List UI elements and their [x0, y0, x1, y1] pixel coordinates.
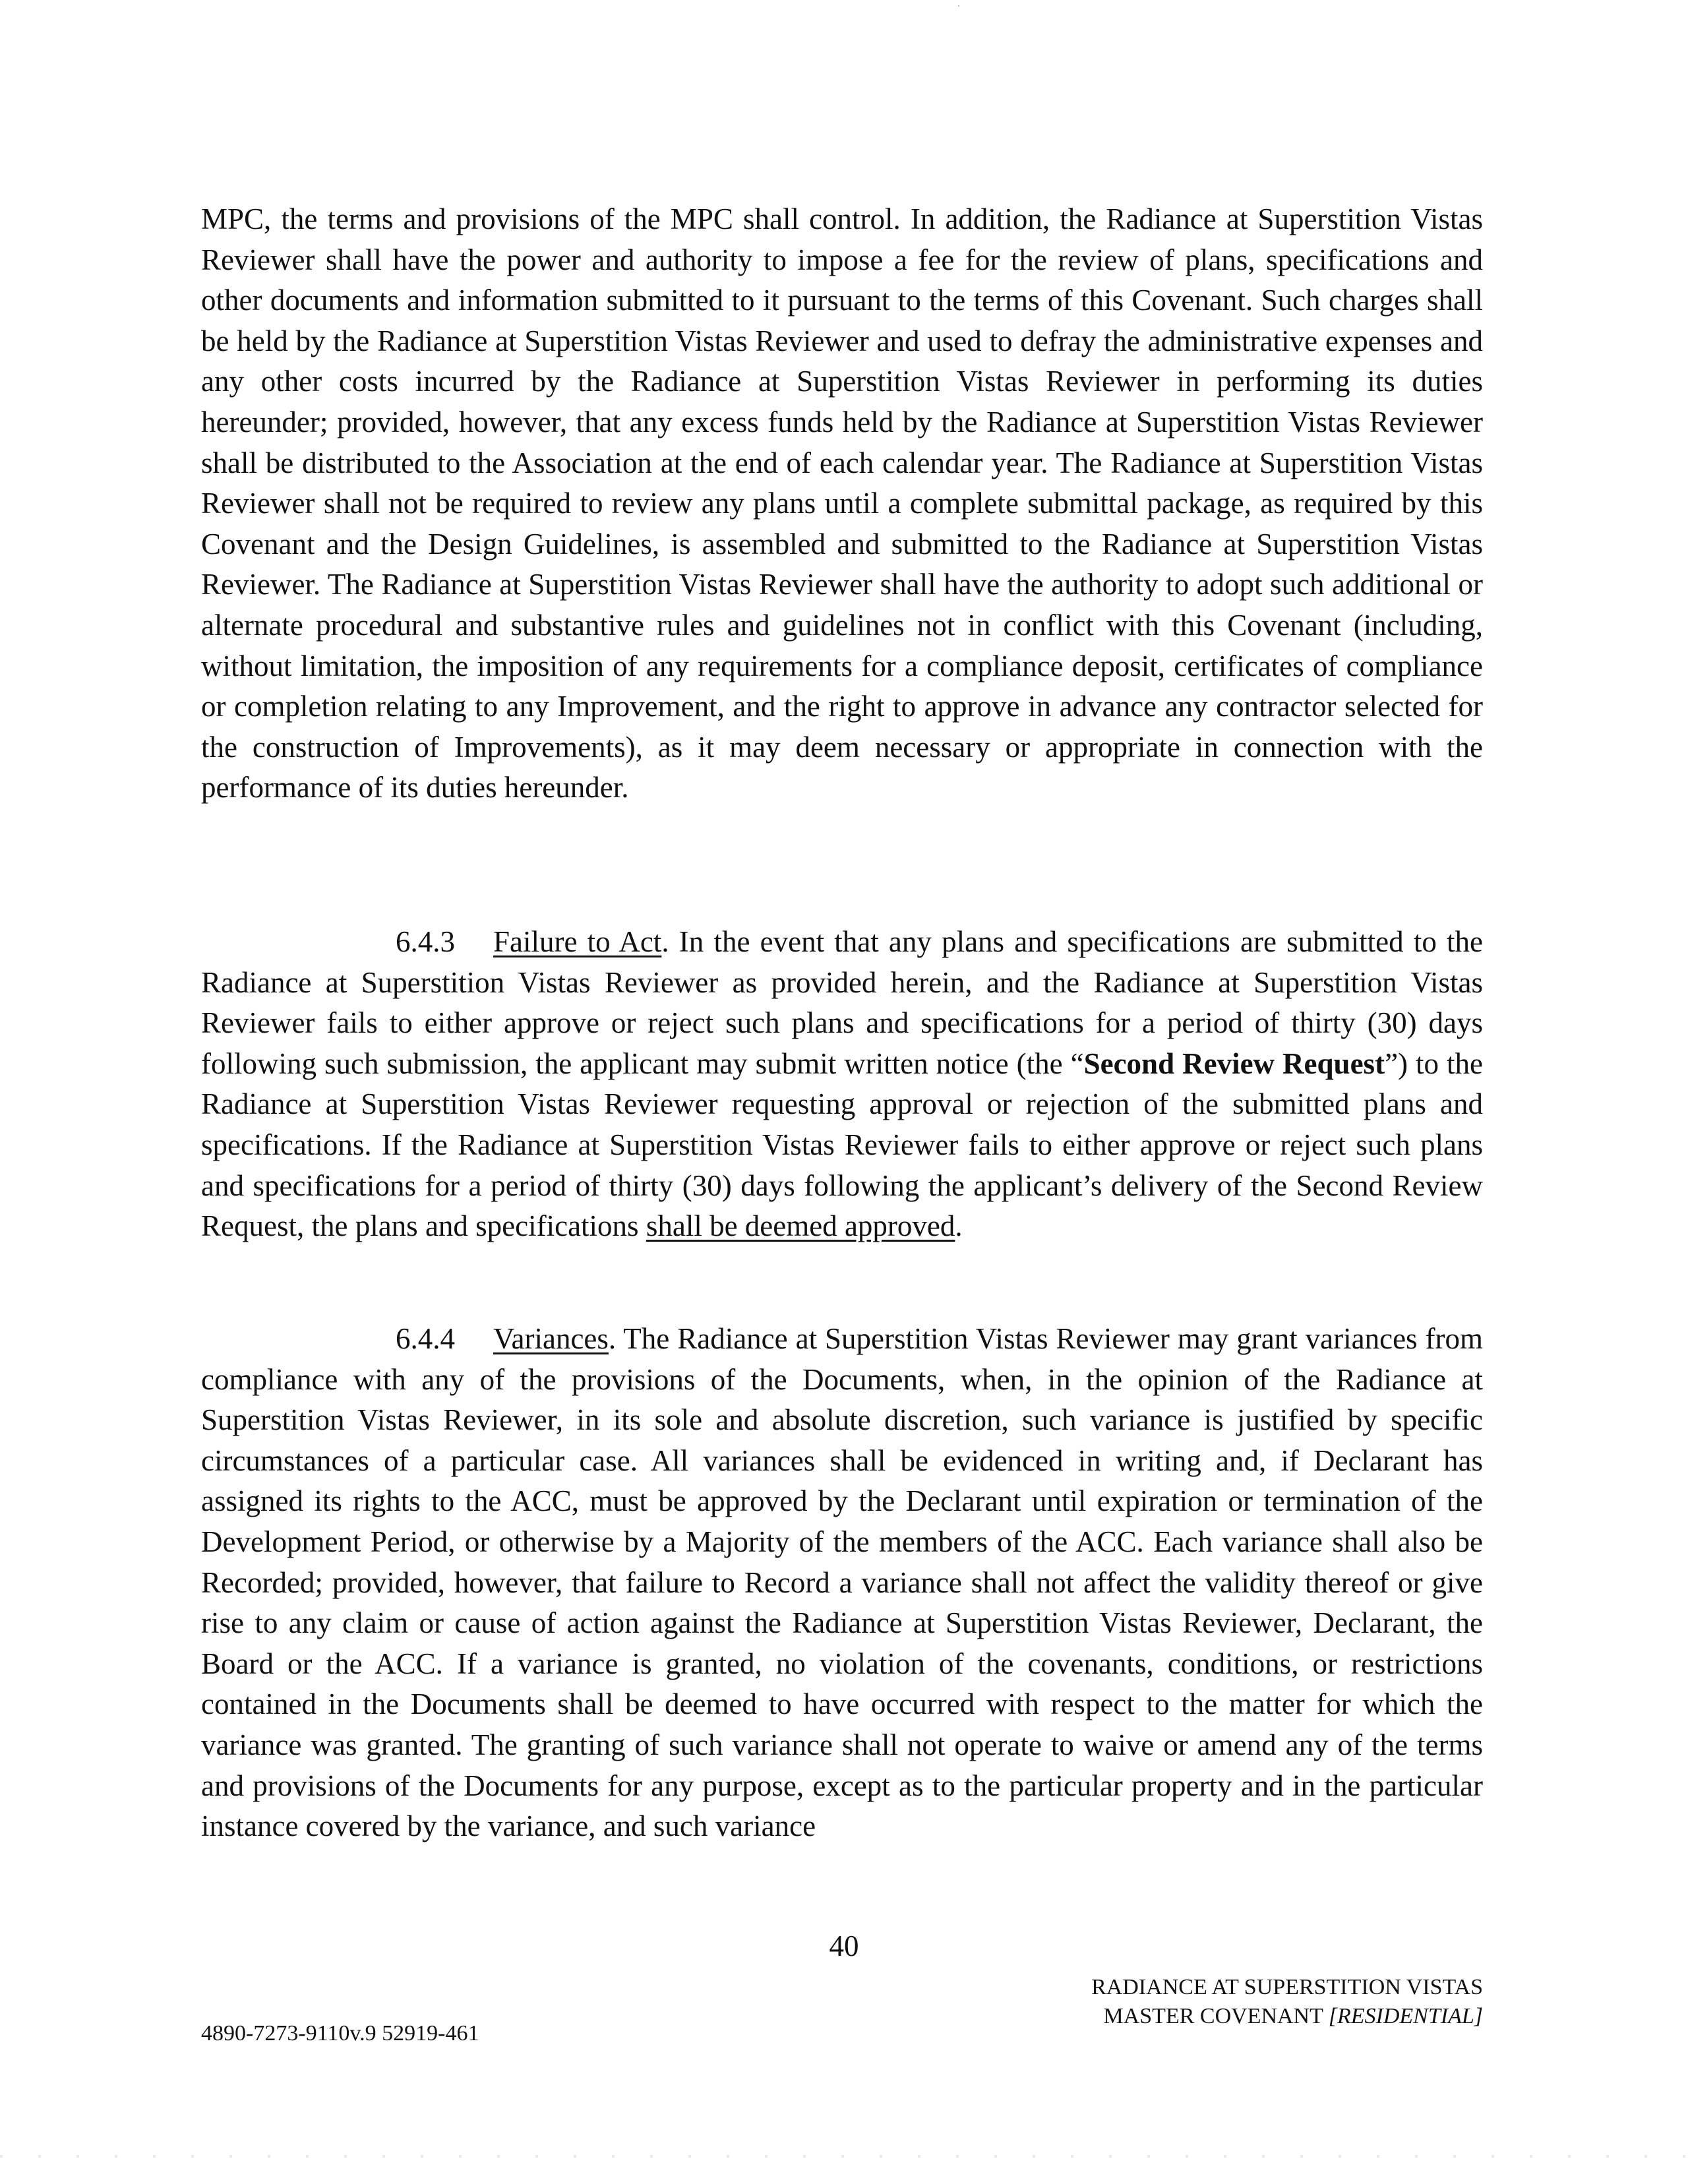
paragraph-text: MPC, the terms and provisions of the MPC shall control. In addition, the Radiance at Superstition Vistas Reviewer shall have the power and authority to impose a fee for the review of plans, specifications and other documents and information submitted to it pursuant to the terms of this Covenant. Such charges shall be held by the Radiance at Superstition Vistas Reviewer and used to defray the administrative expenses and any other costs incurred by the Radiance at Superstition Vistas Reviewer in performing its duties hereunder; provided, however, that any excess funds held by the Radiance at Superstition Vistas Reviewer shall be distributed to the Association at the end of each calendar year. The Radiance at Superstition Vistas Reviewer shall not be required to review any plans until a complete submittal package, as required by this Covenant and the Design Guidelines, is assembled and submitted to the Radiance at Superstition Vistas Reviewer. The Radiance at Superstition Vistas Reviewer shall have the authority to adopt such additional or alternate procedural and substantive rules and guidelines not in conflict with this Covenant (including, without limitation, the imposition of any requirements for a compliance deposit, certificates of compliance or completion relating to any Improvement, and the right to approve in advance any contractor selected for the construction of Improvements), as it may deem necessary or appropriate in connection with the performance of its duties hereunder.	[201, 202, 1483, 804]
scan-artifact	[0, 2155, 1688, 2158]
paragraph-continuation	[201, 199, 1483, 808]
footer-document-title	[1091, 1973, 1483, 2031]
section-heading: Variances	[493, 1322, 609, 1355]
section-text: The Radiance at Superstition Vistas Reviewer may grant variances from compliance with any of the provisions of the Documents, when, in the opinion of the Radiance at Superstition Vistas Reviewer, in its sole and absolute discretion, such variance is justified by specific circumstances of a particular case. All variances shall be evidenced in writing and, if Declarant has assigned its rights to the ACC, must be approved by the Declarant until expiration or termination of the Development Period, or otherwise by a Majority of the members of the ACC. Each variance shall also be Recorded; provided, however, that failure to Record a variance shall not affect the validity thereof or give rise to any claim or cause of action against the Radiance at Superstition Vistas Reviewer, Declarant, the Board or the ACC. If a variance is granted, no violation of the covenants, conditions, or restrictions contained in the Documents shall be deemed to have occurred with respect to the matter for which the variance was granted. The granting of such variance shall not operate to waive or amend any of the terms and provisions of the Documents for any purpose, except as to the particular property and in the particular instance covered by the variance, and such variance	[201, 1322, 1483, 1843]
section-6-4-3: 6.4.3 Failure to Act. In the event that any plans and specifications are submitted to the Radiance at Superstition Vistas Reviewer as provided herein, and the Radiance at Superstition Vistas Reviewer fails to either approve or reject such plans and specifications for a period of thirty (30) days following such submission, the applicant may submit written notice (the “Second Review Request”) to the Radiance at Superstition Vistas Reviewer requesting approval or rejection of the submitted plans and specifications. If the Radiance at Superstition Vistas Reviewer fails to either approve or reject such plans and specifications for a period of thirty (30) days following the applicant’s delivery of the Second Review Request, the plans and specifications shall be deemed approved.	[201, 922, 1483, 1247]
document-id: 4890-7273-9110v.9 52919-461	[201, 2021, 479, 2046]
footer-title-line1: RADIANCE AT SUPERSTITION VISTAS	[1091, 1975, 1483, 1999]
defined-term: Second Review Request	[1083, 1046, 1385, 1080]
footer-title-line2: MASTER COVENANT [RESIDENTIAL]	[1103, 2004, 1483, 2028]
section-heading: Failure to Act	[493, 925, 662, 958]
underlined-phrase: shall be deemed approved	[646, 1209, 955, 1243]
section-text-a: In the event that any plans and specifications are submitted to the Radiance at Superstition Vistas Reviewer as provided herein, and the Radiance at Superstition Vistas Reviewer fails to either approve or reject such plans and specifications for a period of thirty (30) days following such submission, the applicant may submit written notice (the “	[201, 925, 1483, 1080]
page-number: 40	[829, 1929, 859, 1962]
section-text-b: ”) to the Radiance at Superstition Vistas Reviewer requesting approval or rejection of the submitted plans and specifications. If the Radiance at Superstition Vistas Reviewer fails to either approve or reject such plans and specifications for a period of thirty (30) days following the applicant’s delivery of the Second Review Request, the plans and specifications	[201, 1046, 1484, 1243]
section-number: 6.4.3	[396, 925, 455, 958]
section-6-4-4: 6.4.4 Variances. The Radiance at Superstition Vistas Reviewer may grant variances from compliance with any of the provisions of the Documents, when, in the opinion of the Radiance at Superstition Vistas Reviewer, in its sole and absolute discretion, such variance is justified by specific circumstances of a particular case. All variances shall be evidenced in writing and, if Declarant has assigned its rights to the ACC, must be approved by the Declarant until expiration or termination of the Development Period, or otherwise by a Majority of the members of the ACC. Each variance shall also be Recorded; provided, however, that failure to Record a variance shall not affect the validity thereof or give rise to any claim or cause of action against the Radiance at Superstition Vistas Reviewer, Declarant, the Board or the ACC. If a variance is granted, no violation of the covenants, conditions, or restrictions contained in the Documents shall be deemed to have occurred with respect to the matter for which the variance was granted. The granting of such variance shall not operate to waive or amend any of the terms and provisions of the Documents for any purpose, except as to the particular property and in the particular instance covered by the variance, and such variance	[201, 1319, 1483, 1847]
section-number: 6.4.4	[396, 1322, 455, 1355]
scan-mark	[958, 5, 959, 7]
